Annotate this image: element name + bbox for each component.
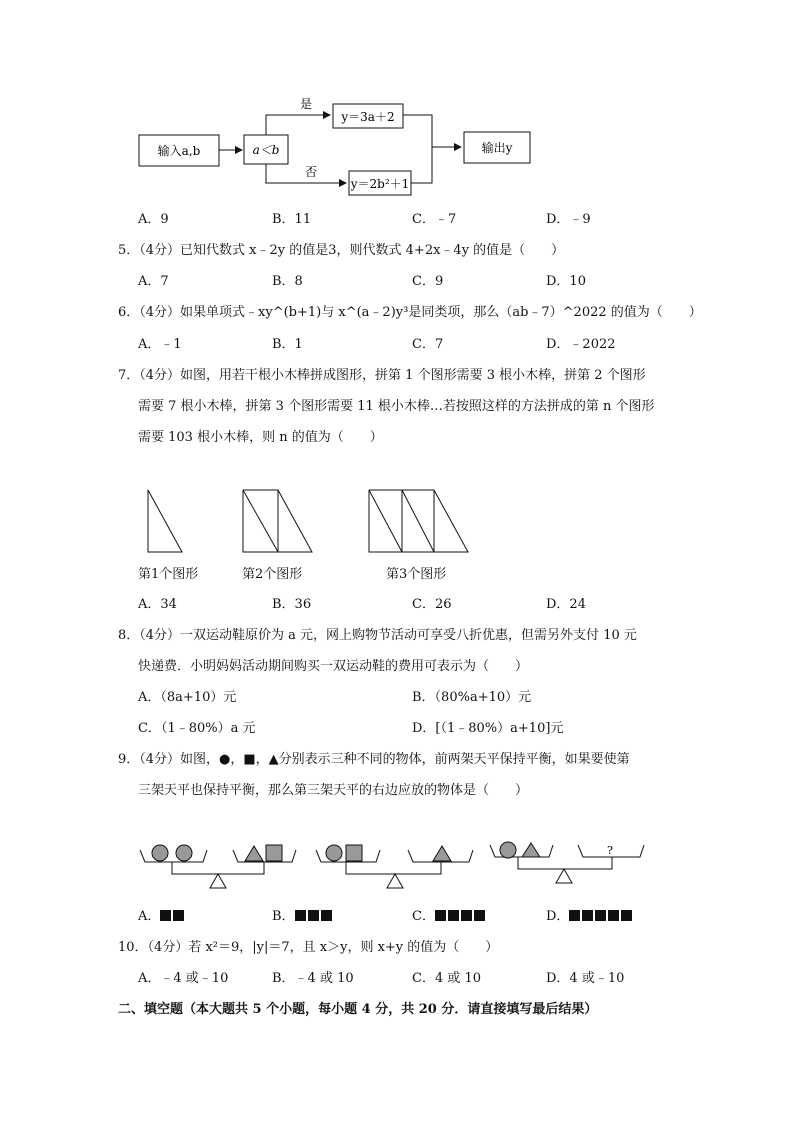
q8-line-1: 8．（4分）一双运动鞋原价为 a 元，网上购物节活动可享受八折优惠，但需另外支付 10 元 bbox=[118, 628, 637, 643]
q7-line-3: 需要 103 根小木棒，则 n 的值为（ ） bbox=[138, 430, 383, 445]
flow-condition-text: a＜b bbox=[252, 143, 280, 157]
black-square-icon bbox=[435, 910, 446, 921]
q10-option-b: B．﹣4 或 10 bbox=[272, 971, 354, 986]
balance-3 bbox=[490, 842, 644, 883]
balance-1 bbox=[140, 845, 296, 888]
q7-figure-label-2: 第2个图形 bbox=[242, 567, 303, 582]
q9-option-c bbox=[412, 905, 487, 924]
black-square-icon bbox=[308, 910, 319, 921]
q4-option-d: D．﹣9 bbox=[546, 212, 591, 227]
black-square-icon bbox=[173, 910, 184, 921]
black-square-icon bbox=[160, 910, 171, 921]
q9-option-a-label: A． bbox=[138, 909, 161, 924]
q6-option-c: C．7 bbox=[412, 337, 444, 352]
black-square-icon bbox=[448, 910, 459, 921]
balance-3-question-mark: ? bbox=[607, 844, 613, 857]
q10-option-c: C．4 或 10 bbox=[412, 971, 482, 986]
stick-figure-3 bbox=[369, 490, 468, 552]
q9-option-d bbox=[546, 905, 634, 924]
flow-no-formula: y＝2b²＋1 bbox=[350, 177, 410, 191]
q9-option-c-label: C． bbox=[412, 909, 435, 924]
flow-no-label: 否 bbox=[304, 165, 318, 179]
black-square-icon bbox=[295, 910, 306, 921]
black-square-icon bbox=[621, 910, 632, 921]
black-square-icon bbox=[608, 910, 619, 921]
flow-output-text: 输出y bbox=[481, 141, 513, 155]
black-square-icon bbox=[461, 910, 472, 921]
q5-option-d: D．10 bbox=[546, 274, 586, 289]
balance-2 bbox=[316, 845, 473, 888]
q7-stick-figures bbox=[140, 484, 480, 556]
q7-line-1: 7．（4分）如图，用若干根小木棒拼成图形，拼第 1 个图形需要 3 根小木棒，拼第 2 个图形 bbox=[118, 368, 646, 383]
q6-option-b: B．1 bbox=[272, 337, 303, 352]
flow-yes-formula: y＝3a＋2 bbox=[341, 110, 395, 124]
q9-line-1: 9．（4分）如图，●，■，▲分别表示三种不同的物体，前两架天平保持平衡，如果要使第 bbox=[118, 752, 630, 767]
stick-figure-2 bbox=[243, 490, 312, 552]
q9-option-d-label: D． bbox=[546, 909, 570, 924]
q9-option-b-label: B． bbox=[272, 909, 295, 924]
flow-yes-label: 是 bbox=[299, 97, 313, 111]
q7-option-c: C．26 bbox=[412, 597, 452, 612]
flow-input-text: 输入a,b bbox=[157, 144, 201, 158]
flowchart-figure bbox=[130, 94, 550, 204]
q7-option-a: A．34 bbox=[138, 597, 177, 612]
q4-option-b: B．11 bbox=[272, 212, 312, 227]
q10-option-d: D．4 或﹣10 bbox=[546, 971, 625, 986]
black-square-icon bbox=[595, 910, 606, 921]
q10-text: 10．（4分）若 x²＝9，|y|＝7，且 x＞y，则 x+y 的值为（ ） bbox=[118, 940, 499, 955]
q5-option-c: C．9 bbox=[412, 274, 444, 289]
q8-option-c: C．（1﹣80%）a 元 bbox=[138, 721, 256, 736]
q6-text: 6．（4分）如果单项式﹣xy^(b+1)与 x^(a﹣2)y³是同类项，那么（ab﹣7）^2022 的值为（ ） bbox=[118, 305, 702, 320]
section-2-heading: 二、填空题（本大题共 5 个小题，每小题 4 分，共 20 分．请直接填写最后结果） bbox=[118, 1002, 598, 1017]
q9-balances-figure bbox=[136, 836, 672, 892]
black-square-icon bbox=[582, 910, 593, 921]
q8-option-a: A．（8a+10）元 bbox=[138, 690, 237, 705]
q9-option-a bbox=[138, 905, 186, 924]
black-square-icon bbox=[321, 910, 332, 921]
q7-figure-label-1: 第1个图形 bbox=[138, 567, 199, 582]
q6-option-a: A．﹣1 bbox=[138, 337, 182, 352]
q7-option-d: D．24 bbox=[546, 597, 586, 612]
q6-option-d: D．﹣2022 bbox=[546, 337, 616, 352]
black-square-icon bbox=[569, 910, 580, 921]
q9-option-b bbox=[272, 905, 334, 924]
q10-option-a: A．﹣4 或﹣10 bbox=[138, 971, 229, 986]
q8-option-d: D．[（1﹣80%）a+10]元 bbox=[412, 721, 564, 736]
q5-option-b: B．8 bbox=[272, 274, 303, 289]
black-square-icon bbox=[474, 910, 485, 921]
q7-line-2: 需要 7 根小木棒，拼第 3 个图形需要 11 根小木棒…若按照这样的方法拼成的第 n 个图形 bbox=[138, 399, 655, 414]
q7-option-b: B．36 bbox=[272, 597, 312, 612]
q4-option-a: A．9 bbox=[138, 212, 169, 227]
q8-option-b: B．（80%a+10）元 bbox=[412, 690, 532, 705]
q9-line-2: 三架天平也保持平衡，那么第三架天平的右边应放的物体是（ ） bbox=[138, 783, 529, 798]
stick-figure-1 bbox=[148, 490, 182, 552]
q5-option-a: A．7 bbox=[138, 274, 169, 289]
q7-figure-label-3: 第3个图形 bbox=[386, 567, 447, 582]
q5-text: 5．（4分）已知代数式 x﹣2y 的值是3，则代数式 4+2x﹣4y 的值是（ ） bbox=[118, 243, 565, 258]
q4-option-c: C．﹣7 bbox=[412, 212, 457, 227]
q8-line-2: 快递费．小明妈妈活动期间购买一双运动鞋的费用可表示为（ ） bbox=[138, 659, 529, 674]
